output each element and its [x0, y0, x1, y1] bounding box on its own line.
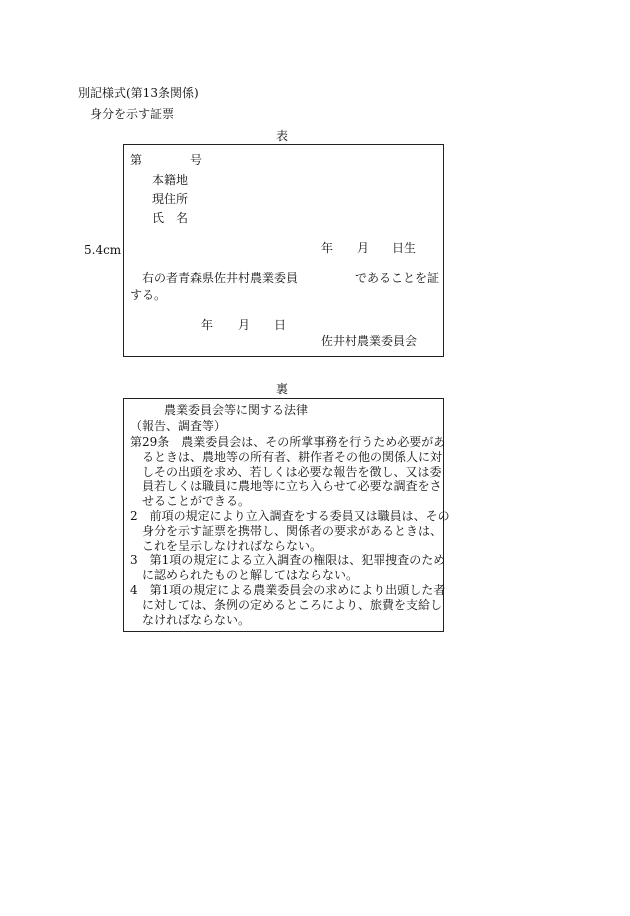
law-line: しその出頭を求め、若しくは必要な報告を徴し、又は委	[130, 464, 442, 479]
law-line: 第29条 農業委員会は、その所掌事務を行うため必要があ	[130, 435, 446, 449]
back-card	[123, 398, 450, 632]
field-address: 現住所	[152, 192, 189, 206]
law-line: 2 前項の規定により立入調査をする委員又は職員は、その	[130, 509, 450, 523]
field-name: 氏 名	[152, 211, 189, 225]
law-title: 農業委員会等に関する法律	[164, 403, 309, 417]
date-month: 月	[238, 318, 251, 332]
back-heading: 裏	[276, 382, 289, 396]
law-line: 4 第1項の規定による農業委員会の求めにより出頭した者	[130, 583, 446, 597]
law-line: に対しては、条例の定めるところにより、旅費を支給し	[130, 597, 443, 612]
form-title: 身分を示す証票	[90, 107, 175, 121]
number-suffix: 号	[190, 153, 203, 167]
date-year: 年	[201, 318, 214, 332]
law-line: 身分を示す証票を携帯し、関係者の要求があるときは、	[130, 523, 443, 538]
number-prefix: 第	[130, 153, 143, 167]
date-day: 日	[274, 318, 287, 332]
law-line: るときは、農地等の所有者、耕作者その他の関係人に対	[130, 449, 443, 464]
birth-year: 年	[321, 241, 334, 255]
cert-text-1: 右の者青森県佐井村農業委員	[142, 271, 299, 285]
cert-text-2: であることを証	[355, 271, 440, 285]
law-line: なければならない。	[130, 612, 251, 627]
field-honseki: 本籍地	[152, 173, 189, 187]
law-line: これを呈示しなければならない。	[130, 538, 323, 553]
front-heading: 表	[276, 129, 289, 143]
dimension-label: 5.4cm	[84, 243, 122, 257]
cert-text-3: する。	[130, 288, 167, 302]
law-line: 3 第1項の規定による立入調査の権限は、犯罪捜査のため	[130, 553, 446, 568]
front-card	[123, 144, 444, 357]
birth-month: 月	[357, 241, 370, 255]
law-line: 員若しくは職員に農地等に立ち入らせて必要な調査をさ	[130, 479, 442, 494]
issuer: 佐井村農業委員会	[321, 334, 418, 348]
law-line: に認められたものと解してはならない。	[130, 568, 359, 583]
birth-day: 日生	[392, 241, 417, 255]
form-label: 別記様式(第13条関係)	[78, 86, 199, 100]
law-line: せることができる。	[130, 494, 251, 509]
law-subtitle: （報告、調査等）	[130, 419, 227, 433]
